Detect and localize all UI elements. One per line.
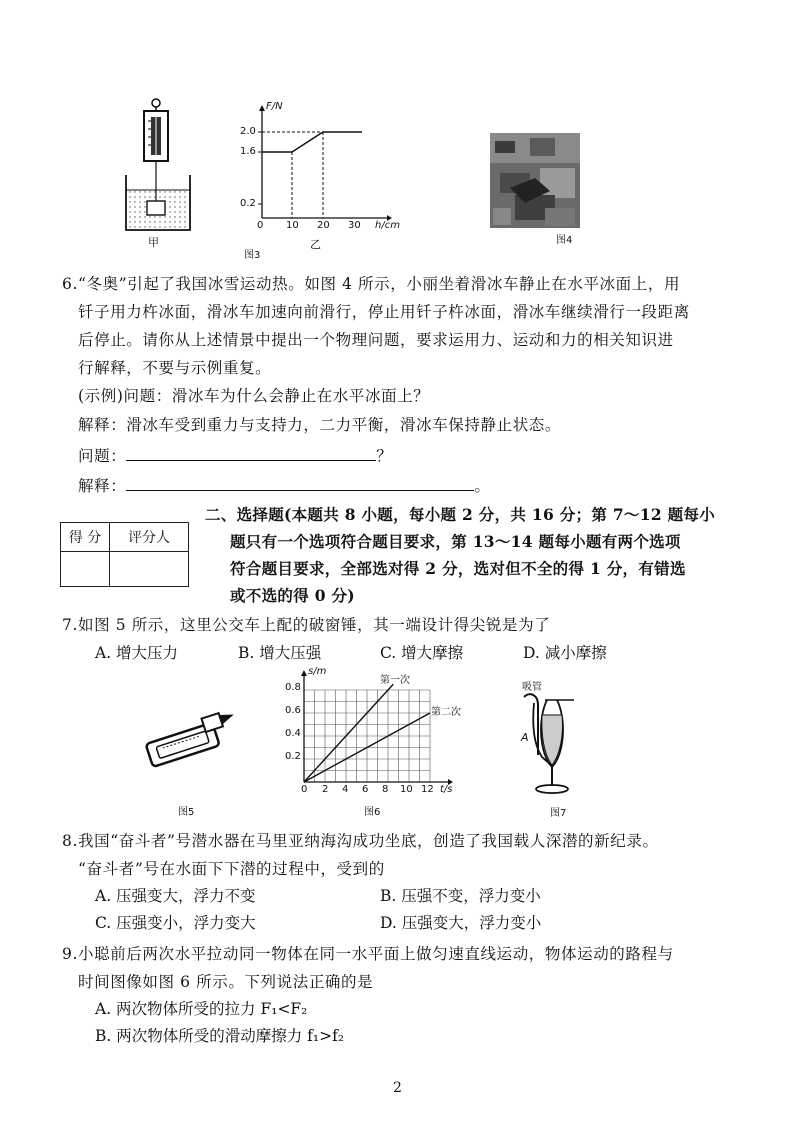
q6-answer-end: 。 [474, 477, 491, 495]
safety-hammer-drawing [140, 695, 245, 770]
ice-sled-photo [490, 133, 580, 228]
series-label: 第二次 [431, 707, 461, 718]
x-tick: 30 [348, 220, 361, 231]
q8-stem: “奋斗者”号在水面下下潜的过程中，受到的 [78, 860, 385, 878]
q8-option-b[interactable]: B. 压强不变，浮力变小 [380, 887, 541, 905]
section2-title: 二、选择题(本题共 8 小题，每小题 2 分，共 16 分；第 7～12 题每小 [205, 505, 715, 524]
figure-caption: 图6 [364, 807, 381, 818]
x-tick: 20 [317, 220, 330, 231]
q9-option-b[interactable]: B. 两次物体所受的滑动摩擦力 f₁>f₂ [95, 1027, 345, 1045]
y-axis-arrow [301, 670, 307, 676]
q6-answer-row [78, 474, 490, 496]
q6-line: 行解释，不要与示例重复。 [78, 359, 272, 377]
figure-jia-caption: 甲 [148, 236, 159, 249]
x-tick: 8 [382, 784, 389, 795]
q6-example-answer: 解释：滑冰车受到重力与支持力，二力平衡，滑冰车保持静止状态。 [78, 416, 562, 434]
y-tick: 0.4 [285, 728, 301, 739]
figure-3-graph [232, 101, 400, 263]
x-tick: 0 [257, 220, 264, 231]
figure-3-jia [118, 95, 198, 249]
x-axis-label: h/cm [375, 220, 400, 231]
grader-cell[interactable] [110, 552, 189, 587]
x-tick: 0 [301, 784, 308, 795]
q6-answer-label: 解释： [78, 477, 127, 495]
grader-header: 评分人 [110, 523, 189, 552]
figure-6 [282, 666, 467, 820]
y-tick: 0.6 [285, 705, 301, 716]
x-tick: 10 [286, 220, 299, 231]
q8-option-c[interactable]: C. 压强变小，浮力变大 [95, 914, 256, 932]
y-tick: 1.6 [240, 146, 256, 157]
y-tick: 0.8 [285, 682, 301, 693]
series-label: 第一次 [380, 675, 410, 686]
q8-stem: 8.我国“奋斗者”号潜水器在马里亚纳海沟成功坐底，创造了我国载人深潜的新纪录。 [62, 832, 659, 850]
y-axis-label: F/N [266, 101, 283, 112]
force-line [262, 132, 362, 152]
q6-line: 后停止。请你从上述情景中提出一个物理问题，要求运用力、运动和力的相关知识进 [78, 331, 674, 349]
figure-7 [512, 675, 592, 820]
straw-label: 吸管 [522, 682, 542, 693]
q6-line: 6.“冬奥”引起了我国冰雪运动热。如图 4 所示，小丽坐着滑冰车静止在水平冰面上，用 [62, 275, 681, 293]
x-axis-label: t/s [440, 784, 453, 795]
figure-caption: 图7 [550, 808, 567, 819]
figure-4 [490, 133, 585, 248]
force-depth-chart [232, 103, 397, 233]
x-tick: 4 [342, 784, 349, 795]
section2-instructions: 题只有一个选项符合题目要求，第 13～14 题每小题有两个选项 [230, 532, 681, 551]
q6-question-blank[interactable] [126, 446, 376, 461]
y-tick: 0.2 [240, 198, 256, 209]
q8-option-d[interactable]: D. 压强变大，浮力变小 [380, 914, 542, 932]
point-a-label: A [521, 731, 529, 744]
figure-caption: 图5 [178, 807, 195, 818]
q6-answer-blank[interactable] [126, 476, 474, 491]
q8-option-a[interactable]: A. 压强变大，浮力不变 [95, 887, 256, 905]
x-tick: 12 [421, 784, 434, 795]
score-table [60, 522, 189, 587]
q9-option-a[interactable]: A. 两次物体所受的拉力 F₁<F₂ [95, 1000, 308, 1018]
score-header: 得 分 [61, 523, 110, 552]
q9-stem: 时间图像如图 6 所示。下列说法正确的是 [78, 973, 374, 991]
q7-option-b[interactable]: B. 增大压强 [238, 644, 322, 662]
y-tick: 0.2 [285, 751, 301, 762]
q7-option-a[interactable]: A. 增大压力 [95, 644, 179, 662]
x-tick: 2 [322, 784, 329, 795]
page-number: 2 [393, 1080, 402, 1096]
q6-example-question: (示例)问题：滑冰车为什么会静止在水平冰面上？ [78, 387, 430, 405]
section2-instructions: 符合题目要求，全部选对得 2 分，选对但不全的得 1 分，有错选 [230, 559, 686, 578]
distance-time-chart [282, 670, 467, 800]
q6-question-end: ？ [376, 447, 393, 465]
series-line-1 [304, 684, 393, 782]
y-tick: 2.0 [240, 126, 256, 137]
q7-option-d[interactable]: D. 减小摩擦 [523, 644, 607, 662]
q7-stem: 7.如图 5 所示，这里公交车上配的破窗锤，其一端设计得尖锐是为了 [62, 616, 551, 634]
figure-5 [140, 695, 245, 820]
section2-instructions: 或不选的得 0 分) [230, 586, 355, 605]
x-tick: 10 [400, 784, 413, 795]
q6-question-row [78, 444, 392, 466]
figure-caption: 图4 [556, 235, 573, 246]
q6-question-label: 问题： [78, 447, 127, 465]
q7-option-c[interactable]: C. 增大摩擦 [380, 644, 464, 662]
score-cell[interactable] [61, 552, 110, 587]
figure-caption: 图3 [244, 250, 261, 261]
x-tick: 6 [362, 784, 369, 795]
figure-sub-caption: 乙 [310, 238, 321, 251]
y-axis-label: s/m [308, 666, 327, 677]
spring-scale-beaker-diagram [118, 95, 198, 245]
q6-line: 钎子用力杵冰面，滑冰车加速向前滑行，停止用钎子杵冰面，滑冰车继续滑行一段距离 [78, 303, 690, 321]
q9-stem: 9.小聪前后两次水平拉动同一物体在同一水平面上做匀速直线运动，物体运动的路程与 [62, 945, 674, 963]
